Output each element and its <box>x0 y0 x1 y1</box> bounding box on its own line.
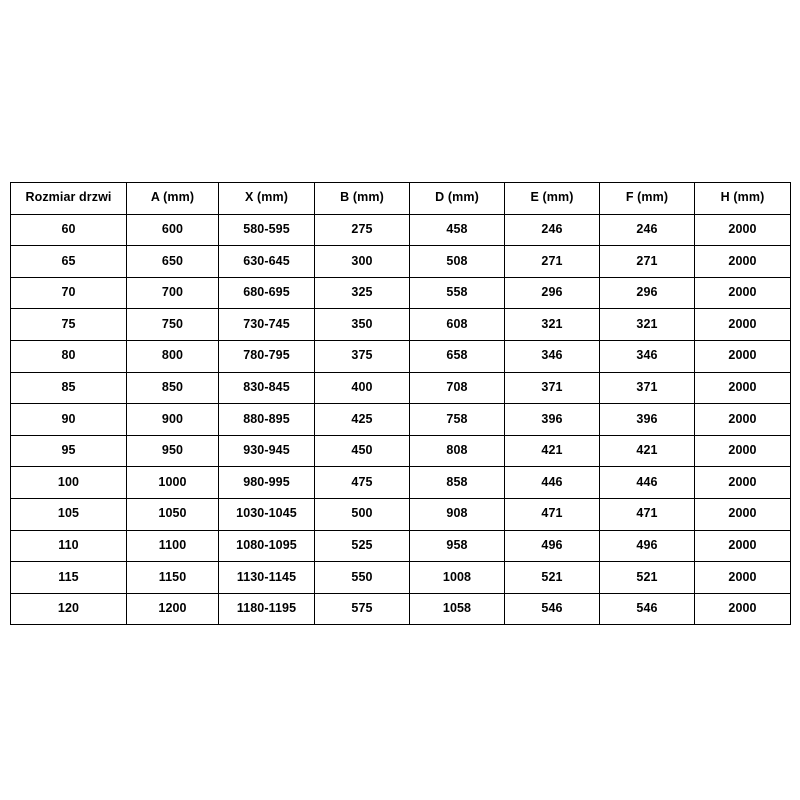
cell-x: 1130-1145 <box>219 562 315 594</box>
cell-f: 296 <box>600 277 695 309</box>
cell-a: 600 <box>127 214 219 246</box>
cell-e: 371 <box>505 372 600 404</box>
cell-e: 296 <box>505 277 600 309</box>
column-header-b: B (mm) <box>315 183 410 215</box>
cell-d: 608 <box>410 309 505 341</box>
cell-door-size: 85 <box>11 372 127 404</box>
cell-x: 1080-1095 <box>219 530 315 562</box>
cell-door-size: 120 <box>11 593 127 625</box>
cell-door-size: 105 <box>11 498 127 530</box>
cell-door-size: 95 <box>11 435 127 467</box>
table-row <box>11 277 791 309</box>
column-header-e: E (mm) <box>505 183 600 215</box>
cell-f: 346 <box>600 340 695 372</box>
column-header-d: D (mm) <box>410 183 505 215</box>
cell-d: 708 <box>410 372 505 404</box>
cell-x: 680-695 <box>219 277 315 309</box>
cell-b: 400 <box>315 372 410 404</box>
cell-d: 1058 <box>410 593 505 625</box>
cell-x: 880-895 <box>219 404 315 436</box>
cell-e: 396 <box>505 404 600 436</box>
cell-door-size: 90 <box>11 404 127 436</box>
table-row <box>11 530 791 562</box>
table-row <box>11 404 791 436</box>
cell-h: 2000 <box>695 530 791 562</box>
cell-d: 658 <box>410 340 505 372</box>
cell-door-size: 100 <box>11 467 127 499</box>
cell-d: 458 <box>410 214 505 246</box>
cell-e: 471 <box>505 498 600 530</box>
cell-e: 321 <box>505 309 600 341</box>
column-header-a: A (mm) <box>127 183 219 215</box>
cell-h: 2000 <box>695 277 791 309</box>
cell-d: 858 <box>410 467 505 499</box>
cell-b: 500 <box>315 498 410 530</box>
cell-h: 2000 <box>695 246 791 278</box>
cell-b: 350 <box>315 309 410 341</box>
cell-x: 930-945 <box>219 435 315 467</box>
cell-f: 246 <box>600 214 695 246</box>
cell-x: 1030-1045 <box>219 498 315 530</box>
table-row <box>11 214 791 246</box>
cell-f: 521 <box>600 562 695 594</box>
cell-a: 850 <box>127 372 219 404</box>
cell-e: 521 <box>505 562 600 594</box>
cell-f: 496 <box>600 530 695 562</box>
cell-door-size: 115 <box>11 562 127 594</box>
cell-a: 1000 <box>127 467 219 499</box>
cell-f: 471 <box>600 498 695 530</box>
cell-a: 950 <box>127 435 219 467</box>
cell-d: 808 <box>410 435 505 467</box>
cell-x: 580-595 <box>219 214 315 246</box>
cell-b: 425 <box>315 404 410 436</box>
table-body <box>11 214 791 625</box>
cell-h: 2000 <box>695 404 791 436</box>
cell-d: 758 <box>410 404 505 436</box>
cell-a: 900 <box>127 404 219 436</box>
cell-e: 421 <box>505 435 600 467</box>
cell-b: 325 <box>315 277 410 309</box>
cell-b: 550 <box>315 562 410 594</box>
cell-e: 446 <box>505 467 600 499</box>
cell-e: 496 <box>505 530 600 562</box>
cell-a: 1200 <box>127 593 219 625</box>
cell-f: 396 <box>600 404 695 436</box>
cell-x: 980-995 <box>219 467 315 499</box>
cell-x: 630-645 <box>219 246 315 278</box>
table-header-row <box>11 183 791 215</box>
cell-b: 525 <box>315 530 410 562</box>
cell-b: 375 <box>315 340 410 372</box>
cell-x: 780-795 <box>219 340 315 372</box>
cell-d: 558 <box>410 277 505 309</box>
cell-b: 475 <box>315 467 410 499</box>
cell-e: 546 <box>505 593 600 625</box>
cell-h: 2000 <box>695 214 791 246</box>
cell-door-size: 110 <box>11 530 127 562</box>
cell-x: 830-845 <box>219 372 315 404</box>
table-row <box>11 246 791 278</box>
column-header-x: X (mm) <box>219 183 315 215</box>
cell-d: 508 <box>410 246 505 278</box>
cell-b: 275 <box>315 214 410 246</box>
cell-door-size: 60 <box>11 214 127 246</box>
cell-d: 1008 <box>410 562 505 594</box>
cell-d: 908 <box>410 498 505 530</box>
cell-x: 1180-1195 <box>219 593 315 625</box>
cell-e: 246 <box>505 214 600 246</box>
cell-a: 1050 <box>127 498 219 530</box>
cell-f: 371 <box>600 372 695 404</box>
cell-h: 2000 <box>695 562 791 594</box>
column-header-h: H (mm) <box>695 183 791 215</box>
cell-b: 575 <box>315 593 410 625</box>
cell-d: 958 <box>410 530 505 562</box>
cell-a: 1100 <box>127 530 219 562</box>
cell-h: 2000 <box>695 340 791 372</box>
column-header-door-size: Rozmiar drzwi <box>11 183 127 215</box>
table-container <box>10 182 790 625</box>
cell-e: 271 <box>505 246 600 278</box>
cell-door-size: 80 <box>11 340 127 372</box>
table-row <box>11 435 791 467</box>
cell-h: 2000 <box>695 372 791 404</box>
cell-a: 650 <box>127 246 219 278</box>
cell-door-size: 70 <box>11 277 127 309</box>
cell-e: 346 <box>505 340 600 372</box>
door-size-specification-table <box>10 182 791 625</box>
column-header-f: F (mm) <box>600 183 695 215</box>
cell-h: 2000 <box>695 435 791 467</box>
cell-f: 446 <box>600 467 695 499</box>
cell-b: 300 <box>315 246 410 278</box>
cell-h: 2000 <box>695 309 791 341</box>
cell-door-size: 65 <box>11 246 127 278</box>
cell-h: 2000 <box>695 498 791 530</box>
table-row <box>11 340 791 372</box>
cell-h: 2000 <box>695 467 791 499</box>
cell-b: 450 <box>315 435 410 467</box>
cell-h: 2000 <box>695 593 791 625</box>
cell-a: 700 <box>127 277 219 309</box>
cell-a: 1150 <box>127 562 219 594</box>
cell-a: 750 <box>127 309 219 341</box>
cell-f: 321 <box>600 309 695 341</box>
cell-f: 546 <box>600 593 695 625</box>
table-row <box>11 562 791 594</box>
table-row <box>11 372 791 404</box>
table-row <box>11 498 791 530</box>
table-header <box>11 183 791 215</box>
cell-a: 800 <box>127 340 219 372</box>
table-row <box>11 593 791 625</box>
table-row <box>11 309 791 341</box>
cell-f: 421 <box>600 435 695 467</box>
cell-f: 271 <box>600 246 695 278</box>
cell-door-size: 75 <box>11 309 127 341</box>
table-row <box>11 467 791 499</box>
cell-x: 730-745 <box>219 309 315 341</box>
